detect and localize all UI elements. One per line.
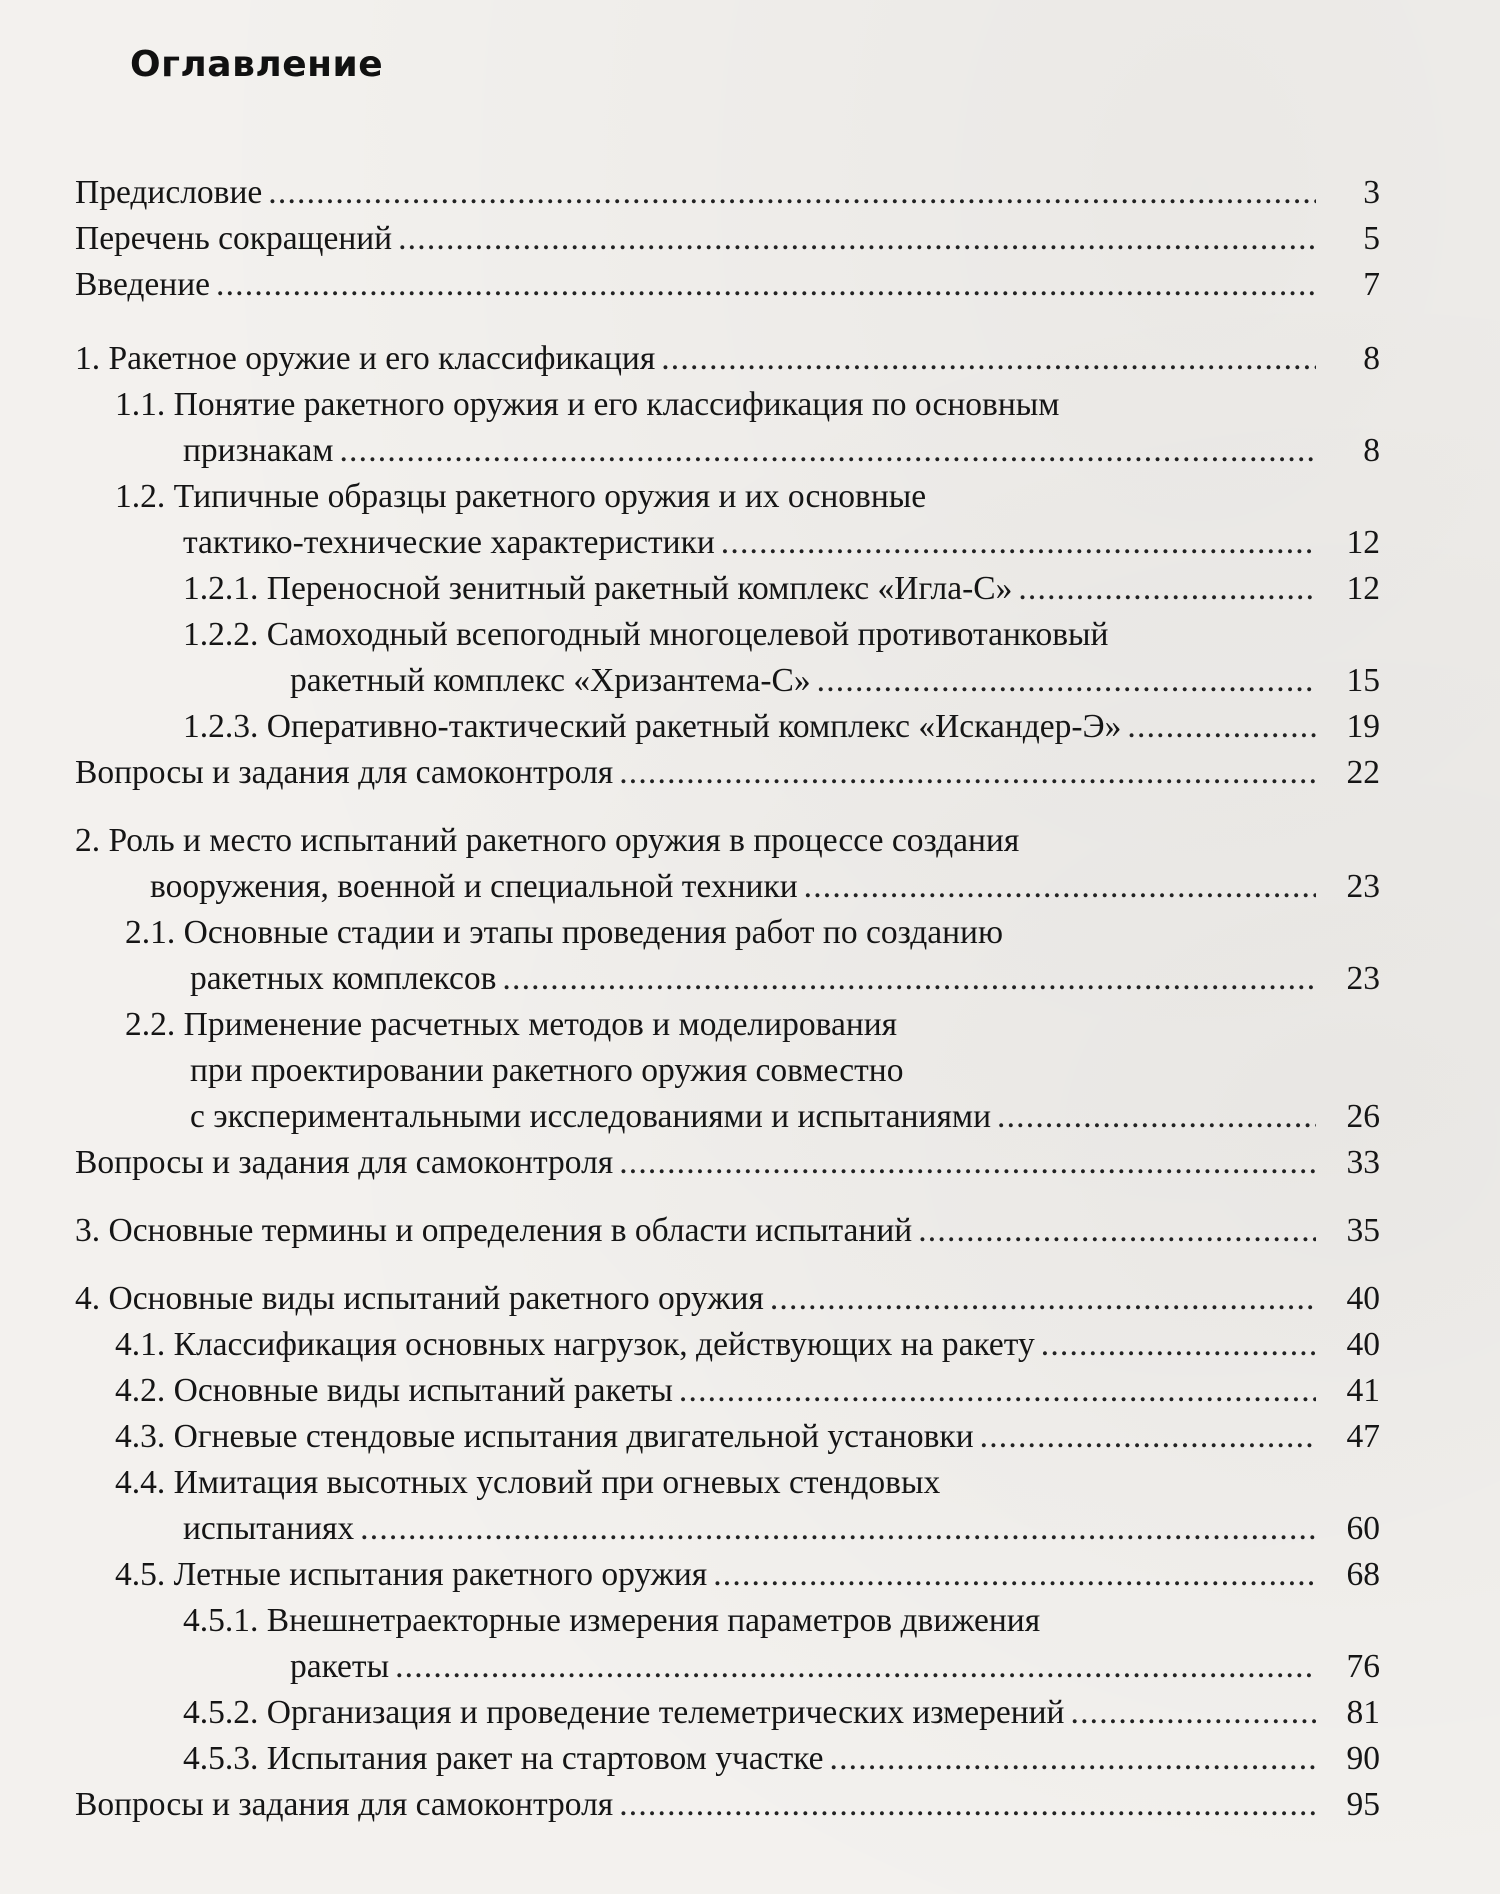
toc-entry-title: 4.5.3. Испытания ракет на стартовом участке [183,1740,824,1777]
dot-leader [502,956,1316,1002]
toc-entry [0,612,1500,704]
toc-entry-line [290,658,1324,704]
toc-entry-title: 4.2. Основные виды испытаний ракеты [115,1372,673,1409]
toc-entry [0,750,1500,796]
toc-entry-title: 4.5.1. Внешнетраекторные измерения параметров движения [183,1602,1041,1639]
toc-entry-line [125,1002,897,1048]
toc-entry [0,1782,1500,1828]
dot-leader [679,1368,1316,1414]
toc-entry [0,170,1500,216]
toc-page-number: 22 [1346,754,1380,791]
toc-entry-title: при проектировании ракетного оружия совместно [190,1052,904,1089]
dot-leader [339,428,1316,474]
dot-leader [1071,1690,1317,1736]
toc-page-number: 60 [1346,1510,1380,1547]
toc-page-number: 35 [1346,1212,1380,1249]
toc-entry-line [75,1208,1324,1254]
toc-heading: Оглавление [130,44,384,85]
toc-entry-title: 1.2.1. Переносной зенитный ракетный комплекс «Игла-С» [183,570,1013,607]
toc-entry-title: 1.2. Типичные образцы ракетного оружия и их основные [115,478,927,515]
toc-entry [0,1368,1500,1414]
dot-leader [268,170,1316,216]
dot-leader [804,864,1316,910]
toc-entry-line [75,1140,1324,1186]
toc-page-number: 23 [1346,960,1380,997]
toc-page-number: 3 [1363,174,1380,211]
toc-entry-line [290,1644,1324,1690]
toc-entry-title: 2. Роль и место испытаний ракетного оружия в процессе создания [75,822,1020,859]
toc-entry [0,474,1500,566]
toc-entry [0,1414,1500,1460]
toc-page-number: 23 [1346,868,1380,905]
toc-entry-line [75,262,1324,308]
toc-entry [0,1460,1500,1552]
toc-entry-line [150,864,1324,910]
toc-page-number: 15 [1346,662,1380,699]
toc-entry-line [125,910,1003,956]
toc-entry-title: 2.2. Применение расчетных методов и моделирования [125,1006,898,1043]
dot-leader [997,1094,1316,1140]
toc-entry-line [115,1552,1324,1598]
dot-leader [395,1644,1316,1690]
toc-page-number: 68 [1346,1556,1380,1593]
toc-entry-title: ракетных комплексов [190,960,497,997]
toc-entry [0,566,1500,612]
toc-page-number: 19 [1346,708,1380,745]
dot-leader [1127,704,1316,750]
toc-entry [0,262,1500,308]
toc-entry-title: 3. Основные термины и определения в области испытаний [75,1212,913,1249]
toc-entry-line [183,1506,1324,1552]
toc-entry-line [183,520,1324,566]
toc-entry [0,1736,1500,1782]
toc-entry-line [115,382,1060,428]
toc-page-number: 12 [1346,524,1380,561]
toc-page-number: 47 [1346,1418,1380,1455]
toc-entry-line [75,1276,1324,1322]
toc-entry-line [183,428,1324,474]
dot-leader [360,1506,1316,1552]
toc-entry-title: 1.2.3. Оперативно-тактический ракетный комплекс «Искандер-Э» [183,708,1122,745]
toc-entry-title: 1.1. Понятие ракетного оружия и его классификация по основным [115,386,1060,423]
toc-entry [0,1002,1500,1140]
toc-entry [0,704,1500,750]
toc-page-number: 33 [1346,1144,1380,1181]
toc-entry-title: 4.1. Классификация основных нагрузок, действующих на ракету [115,1326,1035,1363]
toc-page-number: 8 [1363,340,1380,377]
toc-page-number: 81 [1346,1694,1380,1731]
toc-entry-line [115,1322,1324,1368]
toc-entry-title: ракеты [290,1648,390,1685]
toc-entry-title: Предисловие [75,174,263,211]
dot-leader [619,750,1316,796]
toc-entry-line [190,1048,903,1094]
toc-page-number: 12 [1346,570,1380,607]
toc-entry-line [183,566,1324,612]
toc-entry-title: Вопросы и задания для самоконтроля [75,1786,614,1823]
toc-entry-title: Вопросы и задания для самоконтроля [75,1144,614,1181]
toc-entry-title: Перечень сокращений [75,220,393,257]
toc-entry-title: 1. Ракетное оружие и его классификация [75,340,656,377]
toc-entry-line [75,216,1324,262]
toc-entry-title: 4.3. Огневые стендовые испытания двигательной установки [115,1418,974,1455]
dot-leader [619,1782,1316,1828]
toc-entry-title: ракетный комплекс «Хризантема-С» [290,662,811,699]
toc-page-number: 7 [1363,266,1380,303]
toc-entry-title: 4.5. Летные испытания ракетного оружия [115,1556,708,1593]
toc-page-number: 26 [1346,1098,1380,1135]
toc-page-number: 90 [1346,1740,1380,1777]
toc-page-number: 5 [1363,220,1380,257]
toc-entry [0,1208,1500,1254]
toc-entry-line [190,956,1324,1002]
dot-leader [661,336,1316,382]
dot-leader [619,1140,1316,1186]
toc-entry-line [183,1690,1324,1736]
toc-entry [0,1690,1500,1736]
toc-entry [0,216,1500,262]
toc-entry-title: испытаниях [183,1510,355,1547]
dot-leader [830,1736,1316,1782]
toc-entry-line [183,704,1324,750]
toc-entry-line [75,818,1019,864]
toc-entry-line [75,170,1324,216]
toc-entry-line [190,1094,1324,1140]
toc-entry [0,336,1500,382]
toc-entry-line [115,474,926,520]
toc-page-number: 40 [1346,1280,1380,1317]
toc-entry-line [75,1782,1324,1828]
dot-leader [980,1414,1316,1460]
toc-entry-title: признакам [183,432,334,469]
toc-entry-title: 4.4. Имитация высотных условий при огневых стендовых [115,1464,941,1501]
dot-leader [216,262,1316,308]
toc-entry [0,1552,1500,1598]
toc-entry-title: с экспериментальными исследованиями и испытаниями [190,1098,992,1135]
toc-entry-title: Вопросы и задания для самоконтроля [75,754,614,791]
toc-entry-title: 1.2.2. Самоходный всепогодный многоцелевой противотанковый [183,616,1109,653]
toc-entry-line [115,1460,940,1506]
dot-leader [398,216,1316,262]
toc-entry-line [183,1598,1040,1644]
toc-page-number: 8 [1363,432,1380,469]
toc-page-number: 41 [1346,1372,1380,1409]
toc-entry [0,1276,1500,1322]
dot-leader [817,658,1316,704]
toc-entry-line [183,612,1108,658]
toc-entry-line [75,336,1324,382]
toc-entry-line [75,750,1324,796]
toc-entry-title: 2.1. Основные стадии и этапы проведения работ по созданию [125,914,1004,951]
dot-leader [770,1276,1316,1322]
toc-entry [0,1598,1500,1690]
dot-leader [1041,1322,1316,1368]
toc-entry [0,910,1500,1002]
toc-entry-line [115,1368,1324,1414]
toc-entry [0,818,1500,910]
toc-page-number: 76 [1346,1648,1380,1685]
toc-entry-title: 4. Основные виды испытаний ракетного оружия [75,1280,764,1317]
toc-entry-title: Введение [75,266,211,303]
toc-entry-title: 4.5.2. Организация и проведение телеметрических измерений [183,1694,1065,1731]
dot-leader [918,1208,1316,1254]
toc-entry-line [115,1414,1324,1460]
toc-page-number: 95 [1346,1786,1380,1823]
toc-page-number: 40 [1346,1326,1380,1363]
toc-entry [0,382,1500,474]
dot-leader [1018,566,1316,612]
dot-leader [721,520,1316,566]
toc-entry-title: тактико-технические характеристики [183,524,715,561]
toc-entry-line [183,1736,1324,1782]
toc-entry [0,1140,1500,1186]
toc-entry [0,1322,1500,1368]
dot-leader [713,1552,1316,1598]
toc-entry-title: вооружения, военной и специальной техники [150,868,798,905]
